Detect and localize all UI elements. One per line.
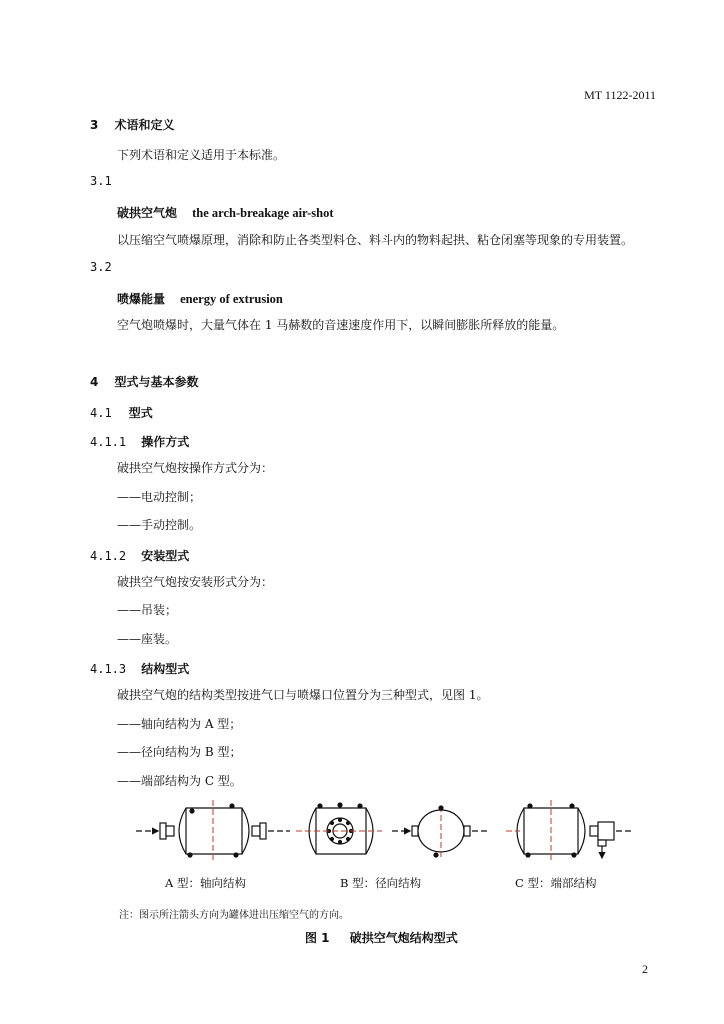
figure-caption-type-c: C 型：端部结构 <box>515 876 597 890</box>
section-number: 4.1.2 <box>90 549 127 563</box>
section-title: 型式与基本参数 <box>114 375 199 389</box>
section-3-intro: 下列术语和定义适用于本标准。 <box>117 148 286 162</box>
list-item: ——端部结构为 C 型。 <box>117 774 242 788</box>
section-4-1-1-intro: 破拱空气炮按操作方式分为： <box>117 461 274 475</box>
list-item: ——径向结构为 B 型； <box>117 745 242 759</box>
section-title: 型式 <box>128 406 153 420</box>
figure-label: 图 1 <box>305 931 330 945</box>
figure-note: 注：图示所注箭头方向为罐体进出压缩空气的方向。 <box>119 910 349 921</box>
section-number: 4.1.3 <box>90 662 127 676</box>
term-cn: 破拱空气炮 <box>117 206 178 220</box>
section-title: 操作方式 <box>141 435 190 449</box>
term-3-2-number: 3.2 <box>90 260 112 274</box>
term-en: the arch-breakage air-shot <box>192 206 334 220</box>
figure-caption-type-a: A 型：轴向结构 <box>165 876 246 890</box>
section-number: 3 <box>90 118 99 132</box>
type-a-tank-diagram <box>136 800 290 862</box>
list-item: ——电动控制； <box>117 490 202 504</box>
term-en: energy of extrusion <box>180 292 283 306</box>
list-item: ——手动控制。 <box>117 518 202 532</box>
term-3-1-number: 3.1 <box>90 174 112 188</box>
section-title: 术语和定义 <box>114 118 175 132</box>
type-c-tank-diagram <box>506 800 632 862</box>
section-4-1-3-intro: 破拱空气炮的结构类型按进气口与喷爆口位置分为三种型式，见图 1。 <box>117 688 489 702</box>
term-cn: 喷爆能量 <box>117 292 166 306</box>
standard-code: MT 1122-2011 <box>584 88 656 102</box>
section-4-1-2-intro: 破拱空气炮按安装形式分为： <box>117 575 274 589</box>
type-b-tank-diagram <box>296 803 488 858</box>
section-number: 4 <box>90 375 99 389</box>
figure-title-text: 破拱空气炮结构型式 <box>349 931 458 945</box>
term-3-2-definition: 空气炮喷爆时，大量气体在 1 马赫数的音速速度作用下，以瞬间膨胀所释放的能量。 <box>117 318 565 332</box>
list-item: ——座装。 <box>117 632 178 646</box>
figure-caption-type-b: B 型：径向结构 <box>340 876 422 890</box>
page-number: 2 <box>642 962 648 976</box>
list-item: ——吊装； <box>117 603 178 617</box>
term-3-1-definition: 以压缩空气喷爆原理，消除和防止各类型料仓、料斗内的物料起拱、粘仓闭塞等现象的专用装置。 <box>117 233 634 247</box>
section-title: 安装型式 <box>141 549 190 563</box>
section-title: 结构型式 <box>141 662 190 676</box>
section-number: 4.1.1 <box>90 435 127 449</box>
list-item: ——轴向结构为 A 型； <box>117 717 242 731</box>
figure-title <box>305 929 458 946</box>
section-number: 4.1 <box>90 406 112 420</box>
